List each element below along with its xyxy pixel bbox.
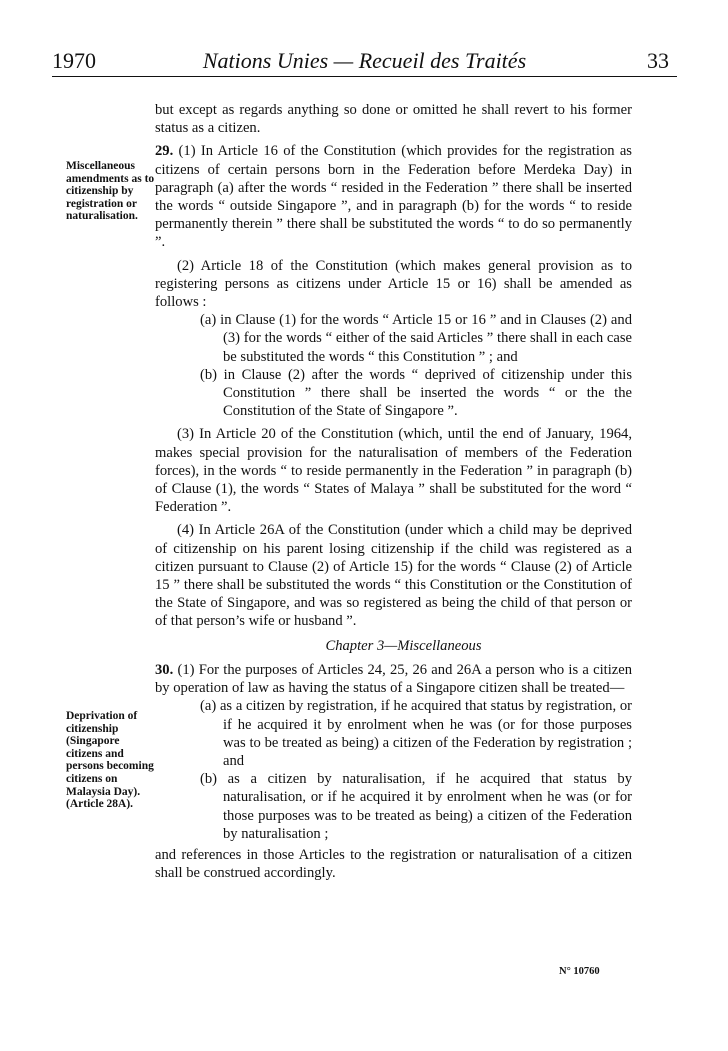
running-header xyxy=(52,44,677,74)
section-30-clause-a: (a) as a citizen by registration, if he acquired that status by registration, or if he acquired it by enrolment when he was (or for those purposes was to be treated as being) a citizen of the Federation by registration ; and xyxy=(200,698,632,769)
section-30-clause-b: (b) as a citizen by naturalisation, if he acquired that status by naturalisation, or if he acquired it by enrolment when he was (or for those purposes was to be treated as being) a citizen of the Federation by naturalisation ; xyxy=(200,771,632,842)
chapter-heading: Chapter 3—Miscellaneous xyxy=(325,637,482,654)
section-29-paragraph-2: (2) Article 18 of the Constitution (which makes general provision as to registering persons as citizens under Article 15 or 16) shall be amended as follows : xyxy=(155,257,632,311)
treaty-number: N° 10760 xyxy=(559,966,600,977)
section-29-number: 29. xyxy=(155,143,174,160)
section-30-p1-text: (1) For the purposes of Articles 24, 25, 26 and 26A a person who is a citizen by operation of law as having the status of a Singapore citizen shall be treated— xyxy=(155,661,632,697)
section-30-number: 30. xyxy=(155,661,174,678)
margin-note-29: Miscellaneous amendments as to citizenship by registration or naturalisation. xyxy=(66,160,155,223)
intro-paragraph: but except as regards anything so done or omitted he shall revert to his former status as a citizen. xyxy=(155,102,632,137)
header-title: Nations Unies — Recueil des Traités xyxy=(202,48,527,73)
section-29-paragraph-1 xyxy=(155,142,632,251)
header-rule xyxy=(52,76,677,77)
body-text xyxy=(155,101,632,882)
section-29-paragraph-3: (3) In Article 20 of the Constitution (which, until the end of January, 1964, makes special provision for the naturalisation of members of the Federation forces), in the words “ to reside permanently in the Federation ” in paragraph (b) of Clause (1), the words “ States of Malaya ” shall be substituted for the word “ Federation ”. xyxy=(155,426,632,516)
header-page-number: 33 xyxy=(647,48,669,73)
section-30-closing: and references in those Articles to the registration or naturalisation of a citizen shall be construed accordingly. xyxy=(155,846,632,882)
section-30-paragraph-1 xyxy=(155,661,632,697)
header-year: 1970 xyxy=(52,48,96,73)
section-29-paragraph-4: (4) In Article 26A of the Constitution (under which a child may be deprived of citizenship on his parent losing citizenship if the child was registered as a citizen pursuant to Clause (2) of Article 15) for the words “ Clause (2) of Article 15 ” there shall be substituted the words “ this Constitution or the Constitution of the State of Singapore, and was so registered as being the child of that person or of that person’s wife or husband ”. xyxy=(155,522,632,630)
section-29-clause-a: (a) in Clause (1) for the words “ Article 15 or 16 ” and in Clauses (2) and (3) for the words “ either of the said Articles ” there shall in each case be substituted the words “ this Constitution ” ; and xyxy=(200,312,632,365)
margin-note-30: Deprivation of citizenship (Singapore citizens and persons becoming citizens on Malaysia Day). (Article 28A). xyxy=(66,710,154,811)
section-29-p1-text: (1) In Article 16 of the Constitution (which provides for the registration as citizens of certain persons born in the Federation before Merdeka Day) in paragraph (a) after the words “ resided in the Federation ” there shall be inserted the words “ outside Singapore ”, and in paragraph (b) for the words “ to reside permanently therein ” there shall be substituted the words “ to do so permanently ”. xyxy=(155,143,632,251)
section-29-clause-b: (b) in Clause (2) after the words “ deprived of citizenship under this Constitution ” there shall be inserted the words “ or the the Constitution of the State of Singapore ”. xyxy=(200,366,632,420)
